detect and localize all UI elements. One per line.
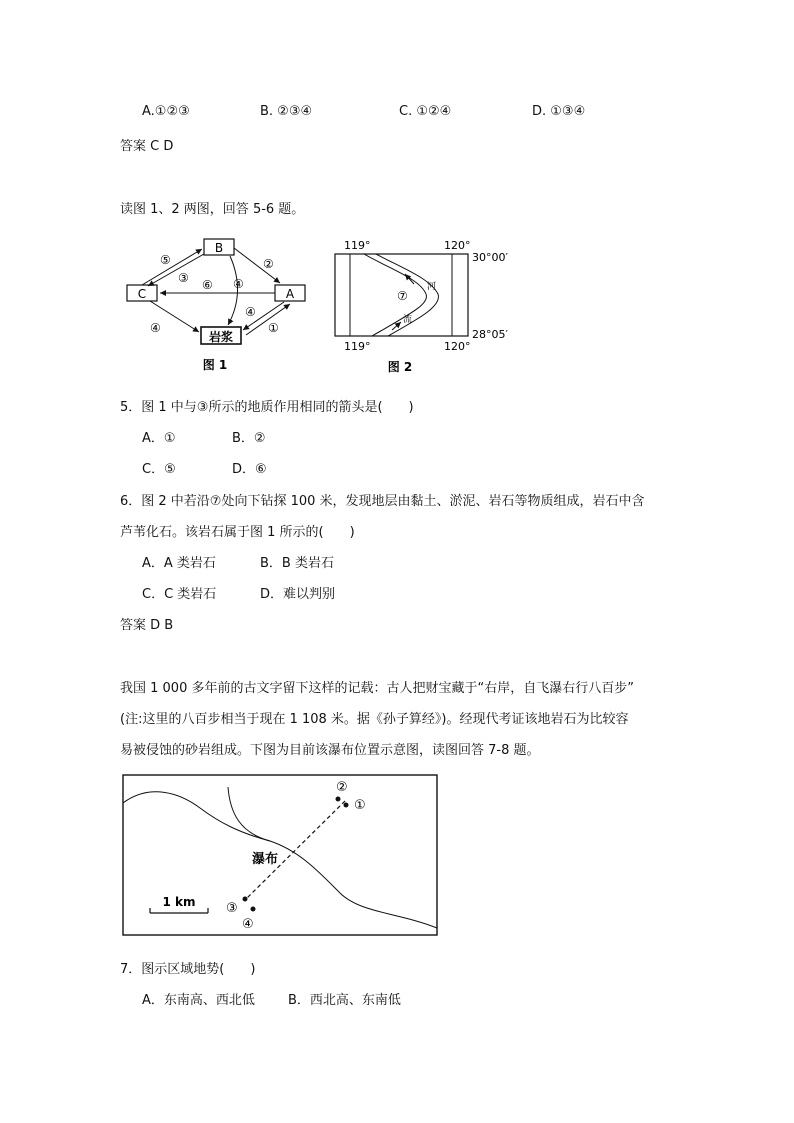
svg-text:C: C (137, 287, 147, 301)
svg-text:A: A (285, 287, 295, 301)
question-7-stem: 7．图示区域地势( ) (120, 962, 256, 977)
scale-label: 1 km (162, 895, 196, 909)
svg-text:流: 流 (403, 315, 413, 325)
waterfall-label: 瀑布 (252, 852, 279, 867)
section-intro: 读图 1、2 两图，回答 5-6 题。 (120, 202, 305, 217)
svg-text:119°: 119° (344, 340, 371, 353)
figure-1-caption: 图 1 (202, 358, 228, 372)
q6-option-a: A．A 类岩石 (142, 556, 216, 571)
question-6-stem-line1: 6．图 2 中若沿⑦处向下钻探 100 米，发现地层由黏土、淤泥、岩石等物质组成，岩石中含 (120, 494, 645, 509)
q5-option-d: D．⑥ (232, 462, 267, 477)
option-d: D. ①③④ (532, 104, 586, 119)
q6-option-c: C．C 类岩石 (142, 587, 217, 602)
svg-text:120°: 120° (444, 340, 471, 353)
q6-option-b: B．B 类岩石 (260, 556, 334, 571)
svg-text:⑦: ⑦ (397, 289, 408, 303)
svg-text:⑥: ⑥ (202, 278, 213, 292)
passage-line1: 我国 1 000 多年前的古文字留下这样的记载：古人把财宝藏于“右岸，自飞瀑右行八百步” (120, 681, 634, 696)
svg-text:③: ③ (226, 901, 238, 916)
svg-text:②: ② (263, 257, 274, 271)
q5-option-a: A．① (142, 431, 176, 446)
question-5-stem: 5．图 1 中与③所示的地质作用相同的箭头是( ) (120, 400, 414, 415)
svg-text:②: ② (336, 780, 348, 795)
figure-2-river-map (330, 234, 530, 380)
svg-text:岩浆: 岩浆 (208, 330, 234, 344)
q5-option-c: C．⑤ (142, 462, 176, 477)
svg-text:④: ④ (242, 917, 254, 932)
option-b: B. ②③④ (260, 104, 313, 119)
svg-text:119°: 119° (344, 239, 371, 252)
svg-text:④: ④ (233, 277, 244, 291)
svg-text:④: ④ (150, 321, 161, 335)
figure-1-rock-cycle (120, 232, 310, 380)
svg-text:①: ① (354, 798, 366, 813)
svg-text:B: B (214, 241, 224, 255)
passage-line3: 易被侵蚀的砂岩组成。下图为目前该瀑布位置示意图，读图回答 7-8 题。 (120, 743, 540, 758)
q7-option-b: B．西北高、东南低 (288, 993, 401, 1008)
q6-option-d: D．难以判别 (260, 587, 336, 602)
svg-text:③: ③ (178, 271, 189, 285)
svg-text:①: ① (268, 321, 279, 335)
q7-option-a: A．东南高、西北低 (142, 993, 255, 1008)
answer-line-2: 答案 D B (120, 618, 174, 633)
svg-text:120°: 120° (444, 239, 471, 252)
figure-2-caption: 图 2 (387, 360, 413, 374)
passage-line2: (注:这里的八百步相当于现在 1 108 米。据《孙子算经》)。经现代考证该地岩石为比较容 (120, 712, 629, 727)
question-6-stem-line2: 芦苇化石。该岩石属于图 1 所示的( ) (120, 525, 355, 540)
svg-text:④: ④ (245, 305, 256, 319)
svg-text:河: 河 (427, 282, 437, 292)
answer-line: 答案 C D (120, 139, 174, 154)
option-c: C. ①②④ (399, 104, 452, 119)
figure-3-waterfall-map (120, 773, 440, 939)
svg-text:⑤: ⑤ (160, 253, 171, 267)
svg-text:28°05′: 28°05′ (472, 328, 508, 341)
svg-text:30°00′: 30°00′ (472, 251, 508, 264)
q5-option-b: B．② (232, 431, 266, 446)
option-a: A.①②③ (142, 104, 190, 119)
